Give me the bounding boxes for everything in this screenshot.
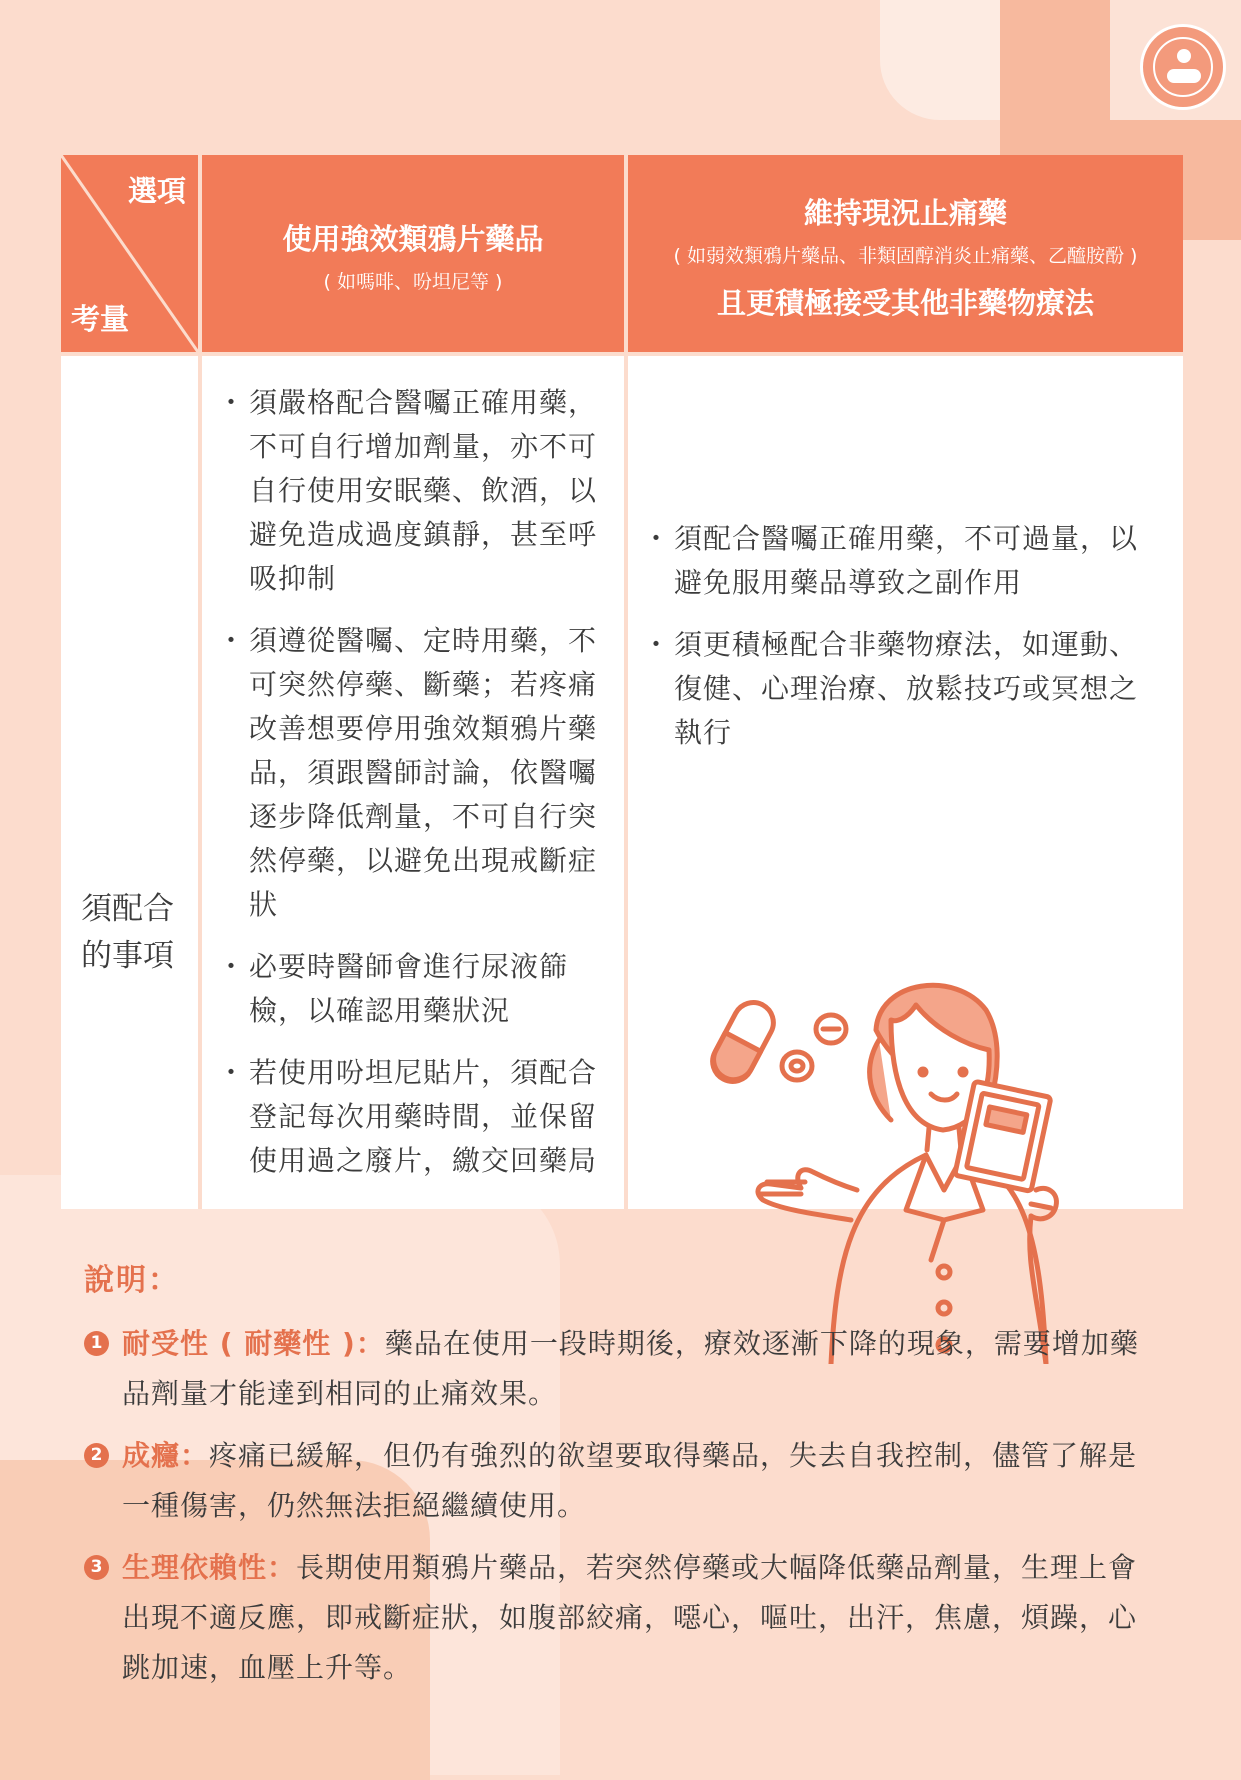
number-badge-icon: 1 — [84, 1331, 109, 1356]
header-col-strong-opioids — [202, 155, 624, 352]
col1-subtitle: ( 如嗎啡、吩坦尼等 ) — [323, 271, 503, 293]
col1-bullet-list — [225, 381, 615, 1201]
note-item — [84, 1319, 1164, 1419]
number-badge-icon: 3 — [84, 1555, 109, 1580]
col2-title: 維持現況止痛藥 — [803, 196, 1007, 230]
header-col-maintain-current — [628, 155, 1183, 352]
col2-subtitle: ( 如弱效類鴉片藥品、非類固醇消炎止痛藥、乙醯胺酚 ) — [673, 245, 1138, 267]
list-item: ・ 必要時醫師會進行尿液篩檢，以確認用藥狀況 — [225, 945, 615, 1033]
corner-label-considerations: 考量 — [71, 302, 130, 336]
table-divider-2 — [624, 155, 628, 1209]
row-label-line2: 的事項 — [81, 938, 174, 974]
list-item: ・ 若使用吩坦尼貼片，須配合登記每次用藥時間，並保留使用過之廢片，繳交回藥局 — [225, 1051, 615, 1183]
note-item — [84, 1543, 1164, 1693]
comparison-table — [61, 155, 1183, 1209]
note-text: 長期使用類鴉片藥品，若突然停藥或大幅降低藥品劑量，生理上會出現不適反應，即戒斷症狀，如腹部絞痛，噁心，嘔吐，出汗，焦慮，煩躁，心跳加速，血壓上升等。 — [122, 1551, 1138, 1684]
list-item: ・ 須更積極配合非藥物療法，如運動、復健、心理治療、放鬆技巧或冥想之執行 — [650, 623, 1160, 755]
corner-label-options: 選項 — [127, 174, 186, 208]
row-label — [81, 886, 174, 980]
col1-title: 使用強效類鴉片藥品 — [282, 222, 544, 256]
table-divider-header — [61, 352, 1183, 356]
hospital-logo-icon — [1140, 24, 1226, 110]
list-item: ・ 須配合醫囑正確用藥，不可過量，以避免服用藥品導致之副作用 — [650, 517, 1160, 605]
row-label-line1: 須配合 — [81, 891, 174, 927]
list-item: ・ 須嚴格配合醫囑正確用藥，不可自行增加劑量，亦不可自行使用安眠藥、飲酒，以避免造成過度鎮靜，甚至呼吸抑制 — [225, 381, 615, 601]
col2-bullet-list — [650, 517, 1160, 773]
row-label-cell — [61, 356, 198, 1209]
header-corner-cell — [61, 155, 198, 352]
notes-title: 說明： — [84, 1263, 180, 1298]
table-divider-1 — [198, 155, 202, 1209]
note-item — [84, 1431, 1164, 1531]
col2-title-second-line: 且更積極接受其他非藥物療法 — [716, 286, 1094, 320]
note-text: 藥品在使用一段時期後，療效逐漸下降的現象，需要增加藥品劑量才能達到相同的止痛效果。 — [122, 1327, 1139, 1410]
number-badge-icon: 2 — [84, 1443, 109, 1468]
list-item: ・ 須遵從醫囑、定時用藥，不可突然停藥、斷藥；若疼痛改善想要停用強效類鴉片藥品，須跟醫師討論，依醫囑逐步降低劑量，不可自行突然停藥，以避免出現戒斷症狀 — [225, 619, 615, 927]
note-text: 疼痛已緩解，但仍有強烈的欲望要取得藥品，失去自我控制，儘管了解是一種傷害，仍然無法拒絕繼續使用。 — [122, 1439, 1138, 1522]
note-term: 耐受性 ( 耐藥性 )： — [122, 1327, 385, 1360]
note-term: 生理依賴性： — [122, 1551, 297, 1584]
note-term: 成癮： — [122, 1439, 210, 1472]
notes-section — [84, 1255, 1164, 1705]
